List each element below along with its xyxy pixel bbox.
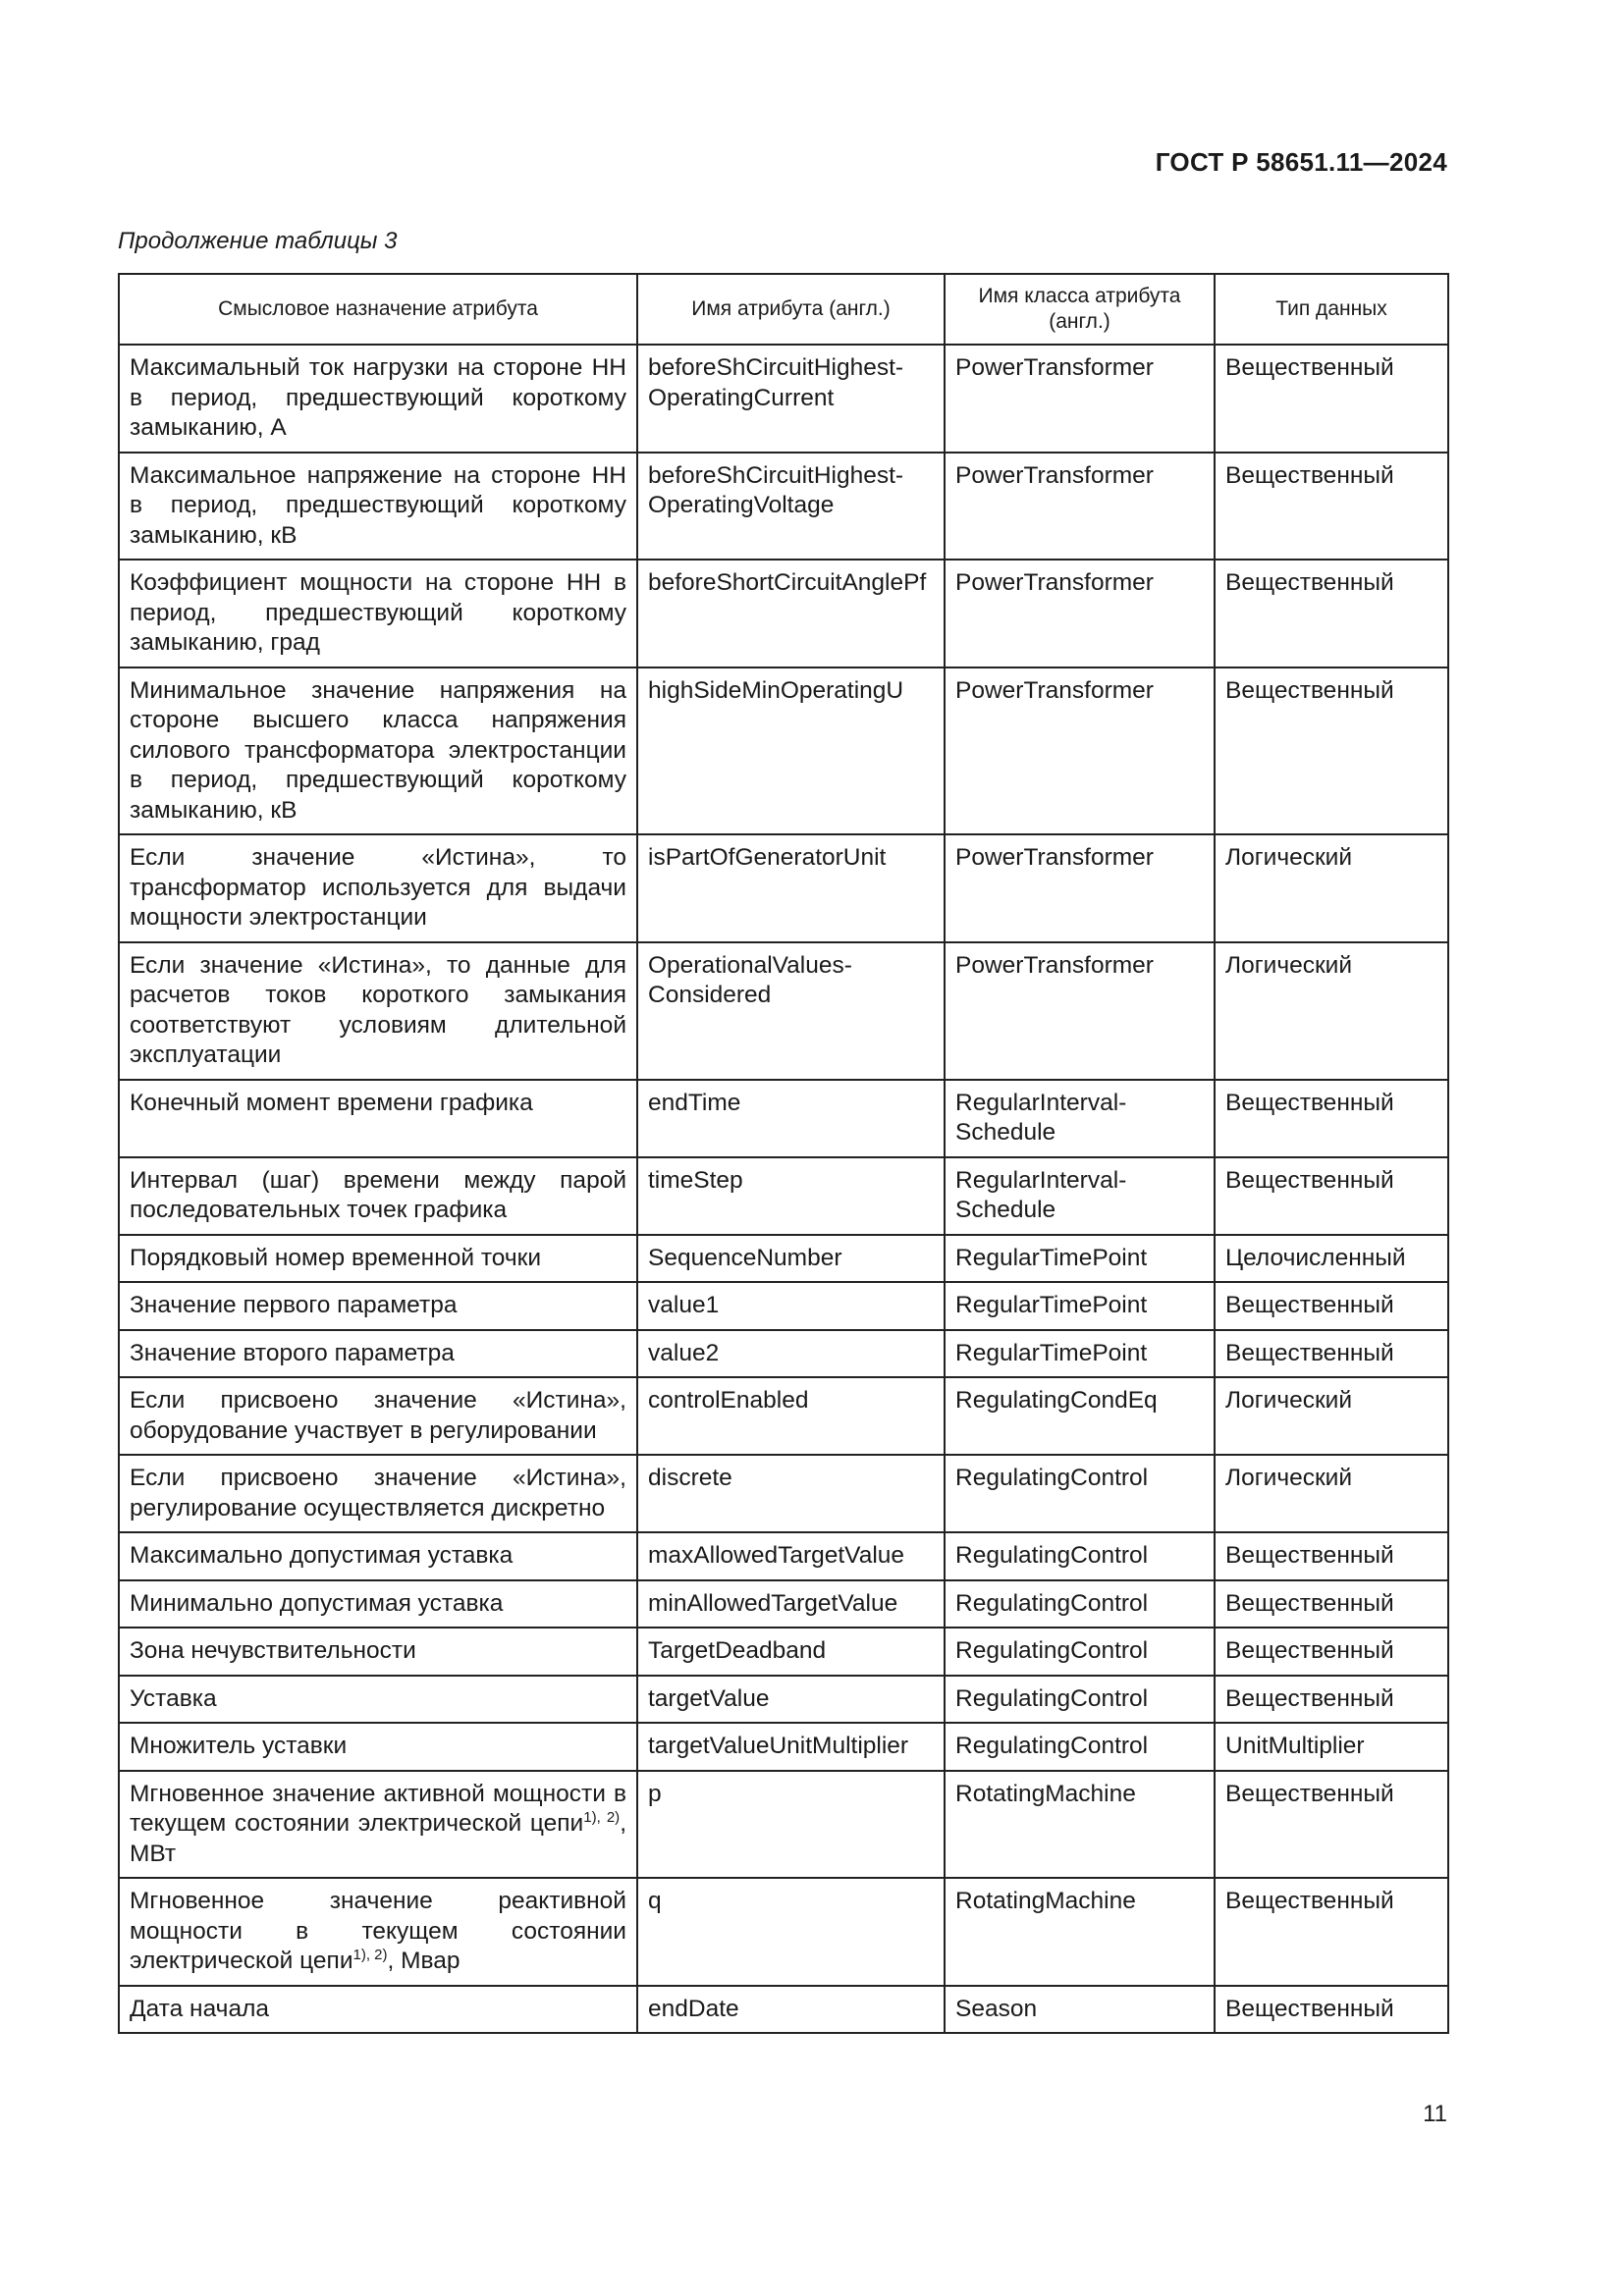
table-continuation-label: Продолжение таблицы 3 <box>118 228 398 254</box>
cell-meaning-text: Порядковый номер временной точки <box>130 1244 542 1271</box>
cell-attribute-name: value1 <box>637 1282 945 1330</box>
cell-class-name: RegulatingControl <box>945 1676 1215 1724</box>
cell-attribute-name: endTime <box>637 1080 945 1157</box>
cell-class-name: RegulatingControl <box>945 1532 1215 1580</box>
table-row <box>119 345 1448 453</box>
cell-class-name: PowerTransformer <box>945 560 1215 667</box>
cell-attribute-name: OperationalValues-Considered <box>637 942 945 1080</box>
cell-meaning-text: Если присвоено значение «Истина», регулирование осуществляется дискретно <box>130 1465 626 1522</box>
cell-meaning <box>119 1532 637 1580</box>
cell-data-type: Целочисленный <box>1215 1235 1448 1283</box>
cell-meaning <box>119 1330 637 1378</box>
cell-meaning <box>119 1080 637 1157</box>
cell-meaning-text: Мгновенное значение реактивной мощности в текущем состоянии электрической цепи <box>130 1888 626 1974</box>
cell-meaning-unit: , МВт <box>130 1810 626 1867</box>
cell-class-name: RotatingMachine <box>945 1878 1215 1986</box>
cell-attribute-name: targetValueUnitMultiplier <box>637 1723 945 1771</box>
table-row <box>119 1771 1448 1879</box>
cell-meaning-text: Дата начала <box>130 1995 269 2022</box>
cell-class-name: PowerTransformer <box>945 834 1215 942</box>
cell-meaning-text: Если значение «Истина», то данные для расчетов токов короткого замыкания соответствуют условиям длительной эксплуатации <box>130 951 626 1068</box>
table-row <box>119 1282 1448 1330</box>
cell-data-type: Вещественный <box>1215 1771 1448 1879</box>
cell-meaning <box>119 345 637 453</box>
cell-data-type: UnitMultiplier <box>1215 1723 1448 1771</box>
cell-meaning-text: Уставка <box>130 1684 217 1712</box>
table-row <box>119 1157 1448 1235</box>
cell-class-name: PowerTransformer <box>945 345 1215 453</box>
table-row <box>119 1628 1448 1676</box>
cell-meaning <box>119 1580 637 1629</box>
footnote-reference: 1), 2) <box>352 1946 388 1963</box>
cell-meaning-text: Если присвоено значение «Истина», оборудование участвует в регулировании <box>130 1387 626 1444</box>
document-id: ГОСТ Р 58651.11—2024 <box>1155 147 1447 177</box>
cell-meaning <box>119 1723 637 1771</box>
cell-meaning-text: Минимально допустимая уставка <box>130 1589 504 1617</box>
table-header-row <box>119 274 1448 345</box>
cell-class-name: RegularTimePoint <box>945 1282 1215 1330</box>
cell-data-type: Вещественный <box>1215 560 1448 667</box>
cell-attribute-name: minAllowedTargetValue <box>637 1580 945 1629</box>
cell-class-name: RegularInterval-Schedule <box>945 1157 1215 1235</box>
cell-data-type: Логический <box>1215 1377 1448 1455</box>
table-row <box>119 942 1448 1080</box>
table-row <box>119 1580 1448 1629</box>
cell-data-type: Вещественный <box>1215 1330 1448 1378</box>
table-row <box>119 1532 1448 1580</box>
cell-data-type: Логический <box>1215 834 1448 942</box>
cell-data-type: Вещественный <box>1215 453 1448 561</box>
cell-meaning <box>119 1235 637 1283</box>
table-row <box>119 1235 1448 1283</box>
table-row <box>119 1986 1448 2034</box>
column-header-class-name: Имя класса атрибута (англ.) <box>945 274 1215 345</box>
cell-attribute-name: timeStep <box>637 1157 945 1235</box>
cell-meaning-text: Множитель уставки <box>130 1733 348 1759</box>
table-row <box>119 834 1448 942</box>
cell-data-type: Вещественный <box>1215 1080 1448 1157</box>
cell-meaning <box>119 453 637 561</box>
cell-meaning-text: Мгновенное значение активной мощности в текущем состоянии электрической цепи <box>130 1780 626 1837</box>
cell-class-name: RegulatingControl <box>945 1723 1215 1771</box>
column-header-data-type: Тип данных <box>1215 274 1448 345</box>
cell-data-type: Вещественный <box>1215 1878 1448 1986</box>
cell-attribute-name: targetValue <box>637 1676 945 1724</box>
cell-meaning-text: Зона нечувствительности <box>130 1637 416 1664</box>
table-row <box>119 1878 1448 1986</box>
cell-data-type: Логический <box>1215 942 1448 1080</box>
cell-data-type: Вещественный <box>1215 1580 1448 1629</box>
cell-meaning-text: Минимальное значение напряжения на стороне высшего класса напряжения силового трансформатора электростанции в период, предшествующий короткому замыканию, кВ <box>130 676 626 824</box>
cell-class-name: PowerTransformer <box>945 453 1215 561</box>
table-row <box>119 1377 1448 1455</box>
cell-class-name: RotatingMachine <box>945 1771 1215 1879</box>
cell-meaning-text: Конечный момент времени графика <box>130 1089 533 1116</box>
cell-meaning-text: Коэффициент мощности на стороне НН в период, предшествующий короткому замыканию, град <box>130 569 626 656</box>
page-number: 11 <box>1423 2101 1447 2127</box>
cell-attribute-name: beforeShCircuitHighest-OperatingCurrent <box>637 345 945 453</box>
cell-meaning-text: Значение первого параметра <box>130 1292 458 1318</box>
cell-class-name: RegulatingControl <box>945 1455 1215 1532</box>
cell-data-type: Вещественный <box>1215 1676 1448 1724</box>
cell-data-type: Логический <box>1215 1455 1448 1532</box>
cell-meaning <box>119 1377 637 1455</box>
cell-meaning <box>119 667 637 835</box>
cell-meaning <box>119 1455 637 1532</box>
cell-attribute-name: maxAllowedTargetValue <box>637 1532 945 1580</box>
cell-class-name: Season <box>945 1986 1215 2034</box>
cell-meaning <box>119 1878 637 1986</box>
cell-attribute-name: isPartOfGeneratorUnit <box>637 834 945 942</box>
table-row <box>119 1455 1448 1532</box>
cell-meaning <box>119 1157 637 1235</box>
cell-attribute-name: q <box>637 1878 945 1986</box>
column-header-meaning: Смысловое назначение атрибута <box>119 274 637 345</box>
cell-meaning <box>119 834 637 942</box>
cell-class-name: RegularTimePoint <box>945 1235 1215 1283</box>
cell-attribute-name: beforeShortCircuitAnglePf <box>637 560 945 667</box>
footnote-reference: 1), 2) <box>583 1808 621 1826</box>
cell-meaning <box>119 1282 637 1330</box>
cell-data-type: Вещественный <box>1215 1532 1448 1580</box>
cell-attribute-name: endDate <box>637 1986 945 2034</box>
cell-class-name: RegulatingControl <box>945 1628 1215 1676</box>
cell-data-type: Вещественный <box>1215 667 1448 835</box>
cell-class-name: RegulatingCondEq <box>945 1377 1215 1455</box>
cell-meaning-unit: , Мвар <box>387 1948 460 1974</box>
cell-class-name: RegulatingControl <box>945 1580 1215 1629</box>
column-header-attribute-name: Имя атрибута (англ.) <box>637 274 945 345</box>
cell-meaning-text: Максимально допустимая уставка <box>130 1542 514 1569</box>
cell-meaning <box>119 1676 637 1724</box>
cell-meaning-text: Интервал (шаг) времени между парой последовательных точек графика <box>130 1166 626 1223</box>
cell-meaning-text: Максимальный ток нагрузки на стороне НН в период, предшествующий короткому замыканию, А <box>130 354 626 441</box>
cell-meaning-text: Если значение «Истина», то трансформатор используется для выдачи мощности электростанции <box>130 844 626 931</box>
cell-data-type: Вещественный <box>1215 1157 1448 1235</box>
cell-meaning <box>119 1986 637 2034</box>
cell-meaning-text: Значение второго параметра <box>130 1339 455 1366</box>
cell-class-name: RegularInterval-Schedule <box>945 1080 1215 1157</box>
cell-attribute-name: controlEnabled <box>637 1377 945 1455</box>
cell-attribute-name: highSideMinOperatingU <box>637 667 945 835</box>
table-row <box>119 667 1448 835</box>
cell-data-type: Вещественный <box>1215 1282 1448 1330</box>
cell-data-type: Вещественный <box>1215 1628 1448 1676</box>
table-row <box>119 1330 1448 1378</box>
table-row <box>119 1676 1448 1724</box>
cell-attribute-name: discrete <box>637 1455 945 1532</box>
table-row <box>119 1080 1448 1157</box>
cell-attribute-name: SequenceNumber <box>637 1235 945 1283</box>
cell-meaning <box>119 942 637 1080</box>
attribute-table <box>118 273 1449 2034</box>
cell-attribute-name: p <box>637 1771 945 1879</box>
cell-meaning <box>119 1628 637 1676</box>
table-row <box>119 560 1448 667</box>
table-row <box>119 1723 1448 1771</box>
cell-data-type: Вещественный <box>1215 1986 1448 2034</box>
cell-meaning-text: Максимальное напряжение на стороне НН в период, предшествующий короткому замыканию, кВ <box>130 461 626 549</box>
cell-class-name: PowerTransformer <box>945 667 1215 835</box>
cell-attribute-name: value2 <box>637 1330 945 1378</box>
table-body <box>119 345 1448 2033</box>
cell-class-name: PowerTransformer <box>945 942 1215 1080</box>
cell-meaning <box>119 560 637 667</box>
cell-meaning <box>119 1771 637 1879</box>
cell-class-name: RegularTimePoint <box>945 1330 1215 1378</box>
cell-attribute-name: TargetDeadband <box>637 1628 945 1676</box>
cell-data-type: Вещественный <box>1215 345 1448 453</box>
table-row <box>119 453 1448 561</box>
cell-attribute-name: beforeShCircuitHighest-OperatingVoltage <box>637 453 945 561</box>
